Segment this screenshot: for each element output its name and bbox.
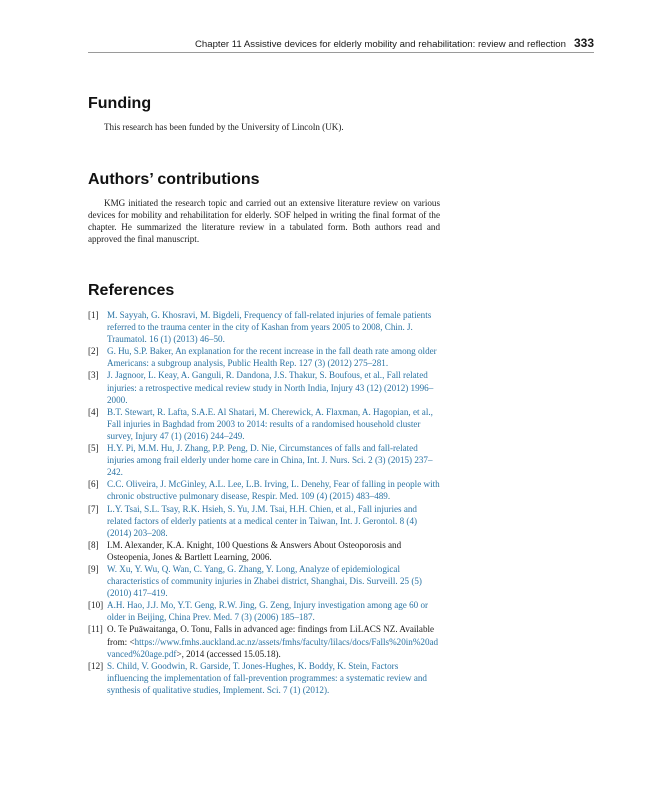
reference-item-2: [88, 345, 440, 369]
funding-text: This research has been funded by the University of Lincoln (UK).: [104, 122, 344, 132]
reference-item-3: [88, 369, 440, 405]
reference-number: [10]: [88, 600, 104, 611]
reference-item-8: [88, 539, 440, 563]
reference-number: [1]: [88, 310, 99, 320]
reference-item-7: [88, 503, 440, 539]
reference-item-1: [88, 309, 440, 345]
running-head: [88, 36, 594, 50]
reference-number: [5]: [88, 443, 99, 454]
reference-link[interactable]: W. Xu, Y. Wu, Q. Wan, C. Yang, G. Zhang, Y. Long, Analyze of epidemiological characteristics of community injuries in Zhabei district, Shanghai, Dis. Surveill. 25 (5) (2010) 417–419.: [107, 563, 422, 599]
reference-number: [8]: [88, 539, 99, 550]
reference-item-11: [88, 623, 440, 659]
reference-number: [12]: [88, 660, 104, 671]
reference-item-12: [88, 660, 440, 696]
reference-item-9: [88, 563, 440, 599]
reference-text: I.M. Alexander, K.A. Knight, 100 Questions & Answers About Osteoporosis and Osteopenia, Jones & Bartlett Learning, 2006.: [107, 539, 402, 562]
chapter-title: Chapter 11 Assistive devices for elderly mobility and rehabilitation: review and reflection: [195, 39, 566, 50]
reference-item-10: [88, 599, 440, 623]
reference-url-link[interactable]: https://www.fmhs.auckland.ac.nz/assets/fmhs/faculty/lilacs/docs/Falls%20in%20advanced%20age.pdf: [107, 636, 439, 659]
reference-item-5: [88, 442, 440, 478]
reference-number: [2]: [88, 346, 99, 357]
reference-link[interactable]: J. Jagnoor, L. Keay, A. Ganguli, R. Dandona, J.S. Thakur, S. Boufous, et al., Fall related injuries: a retrospective medical review study in North India, Injury 43 (12) (2012) 1996–2000.: [107, 370, 434, 405]
reference-number: [3]: [88, 370, 99, 381]
reference-text-before: O. Te Puāwaitanga, O. Tonu, Falls in advanced age: findings from LiLACS NZ. Available from: <: [107, 624, 435, 647]
reference-item-4: [88, 406, 440, 442]
reference-link[interactable]: C.C. Oliveira, J. McGinley, A.L. Lee, L.B. Irving, L. Denehy, Fear of falling in people with chronic obstructive pulmonary disease, Respir. Med. 109 (4) (2015) 483–489.: [107, 479, 440, 502]
contributions-text: KMG initiated the research topic and carried out an extensive literature review on various devices for mobility and rehabilitation for elderly. SOF helped in writing the final format of the chapter. He summarized the literature review in a tabulated form. Both authors read and approved the final manuscript.: [88, 198, 440, 245]
references-heading: References: [88, 282, 175, 299]
page-number: 333: [573, 36, 594, 50]
reference-number: [11]: [88, 624, 103, 635]
reference-number: [7]: [88, 503, 99, 514]
reference-link[interactable]: B.T. Stewart, R. Lafta, S.A.E. Al Shatari, M. Cherewick, A. Flaxman, A. Hagopian, et al., Fall injuries in Baghdad from 2003 to 2014: results of a randomised household cluster survey, Injury 47 (1) (2016) 244–249.: [107, 406, 433, 441]
header-rule: [88, 52, 594, 53]
reference-link[interactable]: G. Hu, S.P. Baker, An explanation for the recent increase in the fall death rate among older Americans: a subgroup analysis, Public Health Rep. 127 (3) (2012) 275–281.: [107, 346, 437, 369]
reference-text-after: >, 2014 (accessed 15.05.18).: [176, 648, 281, 659]
reference-number: [6]: [88, 479, 99, 490]
reference-number: [4]: [88, 406, 99, 417]
reference-link[interactable]: A.H. Hao, J.J. Mo, Y.T. Geng, R.W. Jing, G. Zeng, Injury investigation among age 60 or older in Beijing, China Prev. Med. 7 (3) (2006) 185–187.: [107, 600, 429, 623]
reference-text: [107, 624, 438, 658]
funding-heading: Funding: [88, 95, 152, 112]
reference-link[interactable]: L.Y. Tsai, S.L. Tsay, R.K. Hsieh, S. Yu, J.M. Tsai, H.H. Chien, et al., Fall injuries and related factors of elderly patients at a medical center in Taiwan, Int. J. Gerontol. 8 (4) (2014) 203–208.: [107, 503, 418, 538]
contributions-heading: Authors’ contributions: [88, 171, 260, 188]
reference-link[interactable]: M. Sayyah, G. Khosravi, M. Bigdeli, Frequency of fall-related injuries of female patients referred to the trauma center in the city of Kashan from years 2005 to 2008, Chin. J. Traumatol. 16 (1) (2013) 46–50.: [107, 310, 432, 345]
reference-list: [88, 309, 440, 696]
reference-link[interactable]: S. Child, V. Goodwin, R. Garside, T. Jones-Hughes, K. Boddy, K. Stein, Factors influencing the implementation of fall-prevention programmes: a systematic review and synthesis of qualitative studies, Implement. Sci. 7 (1) (2012).: [107, 660, 427, 695]
reference-item-6: [88, 478, 440, 502]
reference-number: [9]: [88, 563, 99, 574]
reference-link[interactable]: H.Y. Pi, M.M. Hu, J. Zhang, P.P. Peng, D. Nie, Circumstances of falls and fall-related injuries among frail elderly under home care in China, Int. J. Nurs. Sci. 2 (3) (2015) 237–242.: [107, 443, 433, 478]
